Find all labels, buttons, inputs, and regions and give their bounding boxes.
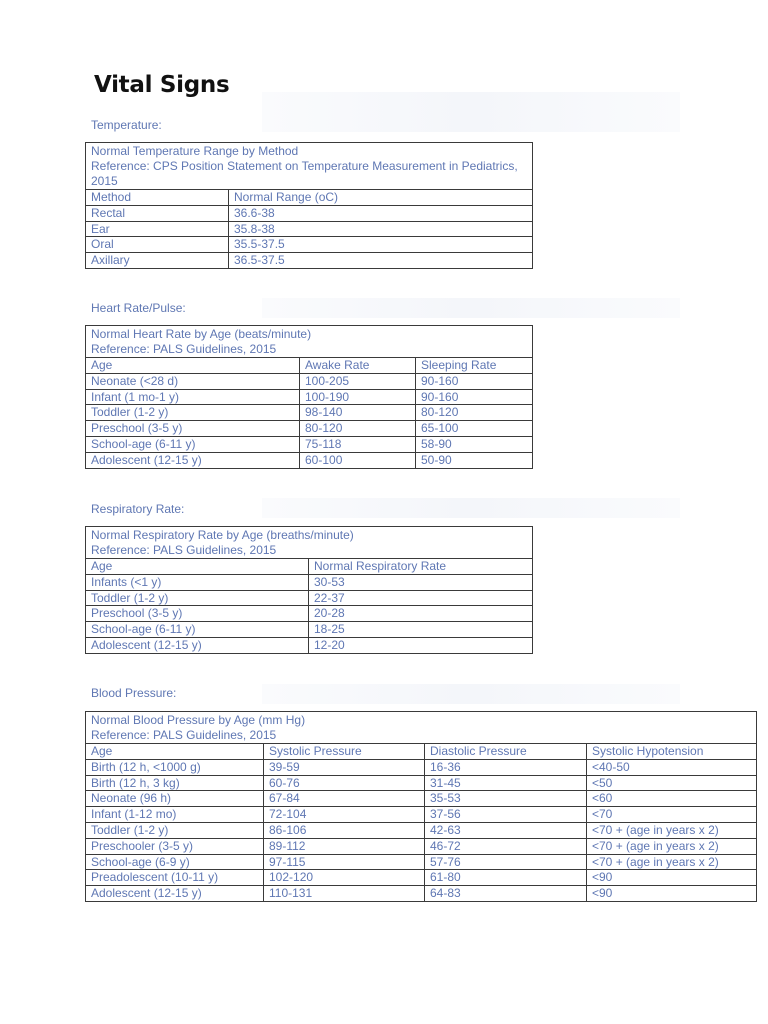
column-header: Normal Range (oC) (229, 190, 533, 206)
table-cell: 58-90 (416, 436, 533, 452)
table-caption-title: Normal Heart Rate by Age (beats/minute) (91, 327, 312, 341)
table-cell: Rectal (86, 205, 229, 221)
table-cell: <70 + (age in years x 2) (587, 822, 757, 838)
column-header: Age (86, 744, 264, 760)
table-row (86, 870, 757, 886)
table-row (86, 389, 533, 405)
table-cell: 98-140 (300, 405, 416, 421)
table-caption-reference: Reference: CPS Position Statement on Temperature Measurement in Pediatrics, 2015 (91, 159, 518, 188)
table-row (86, 606, 533, 622)
table-row (86, 373, 533, 389)
table-caption-reference: Reference: PALS Guidelines, 2015 (91, 728, 277, 742)
table-cell: School-age (6-11 y) (86, 436, 300, 452)
table-caption (86, 712, 757, 744)
table-caption (86, 143, 533, 190)
table-caption-row (86, 143, 533, 190)
table-cell: Axillary (86, 253, 229, 269)
table-row (86, 807, 757, 823)
respiratory-rate-label: Respiratory Rate: (91, 502, 185, 516)
column-header: Awake Rate (300, 358, 416, 374)
table-cell: 22-37 (309, 590, 533, 606)
table-cell: <50 (587, 775, 757, 791)
table-cell: <40-50 (587, 759, 757, 775)
table-caption-title: Normal Respiratory Rate by Age (breaths/minute) (91, 528, 354, 542)
decorative-band (262, 684, 680, 704)
column-header: Age (86, 358, 300, 374)
table-row (86, 637, 533, 653)
table-cell: Adolescent (12-15 y) (86, 637, 309, 653)
table-cell: Infants (<1 y) (86, 574, 309, 590)
table-cell: 97-115 (264, 854, 425, 870)
table-cell: Oral (86, 237, 229, 253)
table-row (86, 221, 533, 237)
table-cell: 39-59 (264, 759, 425, 775)
table-caption-reference: Reference: PALS Guidelines, 2015 (91, 342, 277, 356)
table-row (86, 405, 533, 421)
table-caption-reference: Reference: PALS Guidelines, 2015 (91, 543, 277, 557)
table-cell: 37-56 (425, 807, 587, 823)
table-header-row (86, 190, 533, 206)
heart-rate-table (85, 325, 533, 469)
table-row (86, 421, 533, 437)
table-caption-row (86, 326, 533, 358)
table-cell: 30-53 (309, 574, 533, 590)
decorative-band (262, 298, 680, 318)
table-cell: Preschool (3-5 y) (86, 606, 309, 622)
table-cell: <60 (587, 791, 757, 807)
table-cell: <90 (587, 886, 757, 902)
table-row (86, 237, 533, 253)
table-cell: 90-160 (416, 373, 533, 389)
table-cell: <70 + (age in years x 2) (587, 854, 757, 870)
table-cell: 75-118 (300, 436, 416, 452)
decorative-band (262, 92, 680, 132)
table-cell: Adolescent (12-15 y) (86, 886, 264, 902)
table-cell: School-age (6-9 y) (86, 854, 264, 870)
column-header: Sleeping Rate (416, 358, 533, 374)
table-row (86, 436, 533, 452)
table-caption-row (86, 712, 757, 744)
table-cell: 90-160 (416, 389, 533, 405)
table-cell: Infant (1-12 mo) (86, 807, 264, 823)
table-cell: 80-120 (300, 421, 416, 437)
table-cell: Birth (12 h, <1000 g) (86, 759, 264, 775)
table-cell: <70 (587, 807, 757, 823)
table-cell: Neonate (96 h) (86, 791, 264, 807)
table-cell: Ear (86, 221, 229, 237)
blood-pressure-label: Blood Pressure: (91, 686, 177, 700)
table-row (86, 590, 533, 606)
column-header: Method (86, 190, 229, 206)
table-cell: 67-84 (264, 791, 425, 807)
table-row (86, 452, 533, 468)
table-cell: 64-83 (425, 886, 587, 902)
table-row (86, 759, 757, 775)
table-cell: Toddler (1-2 y) (86, 405, 300, 421)
table-row (86, 838, 757, 854)
table-cell: 35.5-37.5 (229, 237, 533, 253)
table-header-row (86, 358, 533, 374)
table-cell: 12-20 (309, 637, 533, 653)
column-header: Normal Respiratory Rate (309, 559, 533, 575)
table-cell: Birth (12 h, 3 kg) (86, 775, 264, 791)
table-cell: 42-63 (425, 822, 587, 838)
table-row (86, 886, 757, 902)
table-cell: 36.6-38 (229, 205, 533, 221)
table-cell: 46-72 (425, 838, 587, 854)
table-caption (86, 527, 533, 559)
table-cell: 102-120 (264, 870, 425, 886)
column-header: Systolic Hypotension (587, 744, 757, 760)
table-cell: 16-36 (425, 759, 587, 775)
table-caption-title: Normal Blood Pressure by Age (mm Hg) (91, 713, 306, 727)
table-cell: 110-131 (264, 886, 425, 902)
table-cell: Toddler (1-2 y) (86, 590, 309, 606)
table-cell: 61-80 (425, 870, 587, 886)
table-cell: 36.5-37.5 (229, 253, 533, 269)
table-row (86, 205, 533, 221)
table-cell: School-age (6-11 y) (86, 622, 309, 638)
table-cell: <70 + (age in years x 2) (587, 838, 757, 854)
table-cell: Preadolescent (10-11 y) (86, 870, 264, 886)
column-header: Systolic Pressure (264, 744, 425, 760)
table-cell: Toddler (1-2 y) (86, 822, 264, 838)
column-header: Age (86, 559, 309, 575)
table-cell: 60-76 (264, 775, 425, 791)
table-cell: 60-100 (300, 452, 416, 468)
table-cell: Neonate (<28 d) (86, 373, 300, 389)
table-cell: Adolescent (12-15 y) (86, 452, 300, 468)
table-cell: 89-112 (264, 838, 425, 854)
table-row (86, 253, 533, 269)
decorative-band (262, 498, 680, 518)
table-cell: <90 (587, 870, 757, 886)
table-cell: 20-28 (309, 606, 533, 622)
table-cell: 31-45 (425, 775, 587, 791)
table-cell: 50-90 (416, 452, 533, 468)
table-cell: 100-190 (300, 389, 416, 405)
respiratory-rate-table (85, 526, 533, 654)
table-cell: 57-76 (425, 854, 587, 870)
table-row (86, 775, 757, 791)
table-cell: Infant (1 mo-1 y) (86, 389, 300, 405)
table-cell: 100-205 (300, 373, 416, 389)
table-header-row (86, 559, 533, 575)
column-header: Diastolic Pressure (425, 744, 587, 760)
table-header-row (86, 744, 757, 760)
table-row (86, 854, 757, 870)
table-cell: 86-106 (264, 822, 425, 838)
page-title: Vital Signs (94, 72, 230, 98)
table-caption-title: Normal Temperature Range by Method (91, 144, 299, 158)
table-cell: 18-25 (309, 622, 533, 638)
table-caption (86, 326, 533, 358)
table-cell: 35-53 (425, 791, 587, 807)
table-caption-row (86, 527, 533, 559)
blood-pressure-table (85, 711, 757, 902)
heart-rate-label: Heart Rate/Pulse: (91, 301, 186, 315)
table-row (86, 822, 757, 838)
temperature-table (85, 142, 533, 269)
table-cell: Preschool (3-5 y) (86, 421, 300, 437)
table-row (86, 574, 533, 590)
temperature-label: Temperature: (91, 118, 162, 132)
table-row (86, 622, 533, 638)
table-cell: 80-120 (416, 405, 533, 421)
table-cell: 72-104 (264, 807, 425, 823)
table-cell: Preschooler (3-5 y) (86, 838, 264, 854)
table-cell: 65-100 (416, 421, 533, 437)
table-cell: 35.8-38 (229, 221, 533, 237)
table-row (86, 791, 757, 807)
